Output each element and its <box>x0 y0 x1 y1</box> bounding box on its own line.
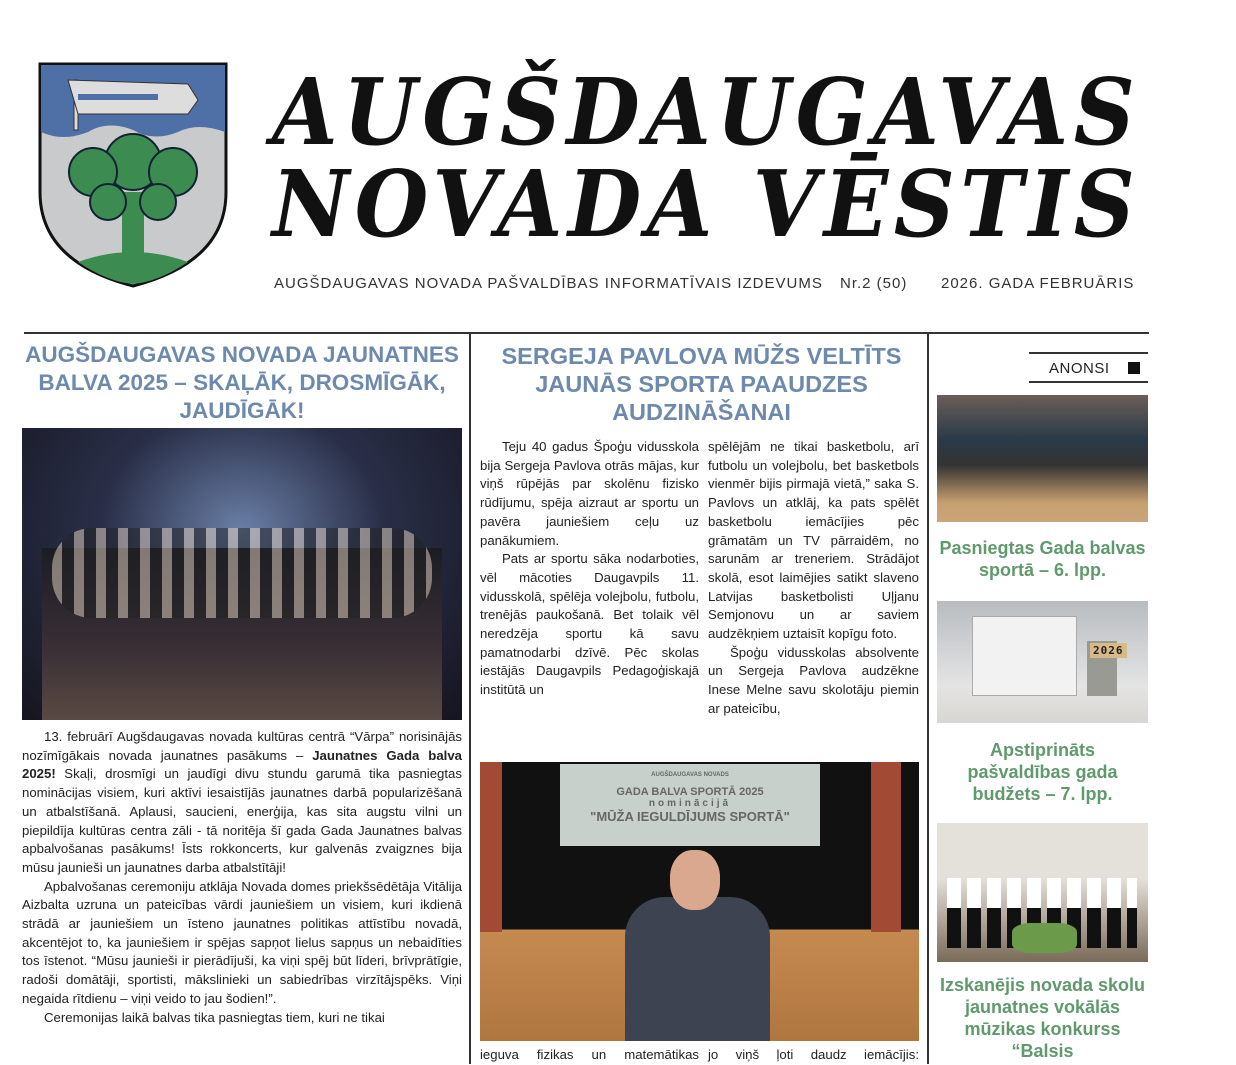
middle-article-col2: spēlējām ne tikai basketbolu, arī futbolu un volejbolu, bet basketbols vienmēr bijis pirmajā vietā,” saka S. Pavlovs un atklāj, ka pats spēlēt basketbolu iemācījies pēc grāmatām un TV pārraidēm, no sarunām ar treneriem. Strādājot skolā, esot laimējies satikt slaveno Latvijas basketbolisti Uļjanu Semjonovu un ar saviem audzēkņiem uztaisīt kopīgu foto. Špoģu vidusskolas absolvente un Sergeja Pavlova audzēkne Inese Melne savu skolotāju piemin ar pateicību, <box>708 439 919 716</box>
masthead-title-line2: NOVADA VĒSTIS <box>272 150 1141 258</box>
square-bullet-icon <box>1128 362 1140 374</box>
sidebar-caption-3[interactable]: Izskanējis novada skolu jaunatnes vokālās mūzikas konkurss “Balsis <box>939 975 1146 1061</box>
vocal-contest-photo[interactable] <box>937 823 1148 962</box>
sidebar-caption-2[interactable]: Apstiprināts pašvaldības gada budžets – 7. lpp. <box>967 740 1118 804</box>
issue-number: Nr.2 (50) <box>840 275 908 292</box>
column-divider <box>469 334 471 1064</box>
left-article-body: 13. februārī Augšdaugavas novada kultūras centrā “Vārpa” norisinājās nozīmīgākais novada jaunatnes pasākums – Jaunatnes Gada balva 2025! Skaļi, drosmīgi un jaudīgi divu stundu garumā tika pasniegtas nominācijas visiem, kuri aktīvi iesaistījās jaunatnes darbā popularizēšanā un atbalstīšanā. Aplausi, saucieni, enerģija, kas sita augstu vilni un piepildīja kultūras centra zāli - tā noritēja šī gada Gada Jaunatnes balvas apbalvošanas pasākums! Īsts rokkoncerts, kur galvenās zvaigznes bija mūsu jaunieši un jaunatnes darba atbalstītāji! Apbalvošanas ceremoniju atklāja Novada domes priekšsēdētāja Vitālija Aizbalta uzruna un pateicības vārdi jauniešiem un visiem, kuri ikdienā strādā ar jauniešiem un īsteno jaunatnes politikas attīstību novadā, akcentējot to, ka jauniešiem ir spējas sapņot lielus sapņus un nebaidīties tos īstenot. “Mūsu jaunieši ir pierādījuši, ka viņi spēj būt līderi, brīvprātīgie, radoši domātāji, sportisti, mākslinieki un sabiedrības virzītājspēks. Viņi negaida rītdienu – viņi veido to jau šodien!”. Ceremonijas laikā balvas tika pasniegtas tiem, kuri ne tikai <box>22 729 462 1025</box>
middle-article-col2-continued: jo viņš ļoti daudz iemācījis: <box>708 1047 919 1062</box>
header-rule <box>24 332 1149 334</box>
budget-photo[interactable]: 2026 <box>937 601 1148 723</box>
anonsi-section-header: ANONSI <box>1029 352 1148 383</box>
middle-article-col1: Teju 40 gadus Špoģu vidusskola bija Sergeja Pavlova otrās mājas, kur viņš rūpējās par skolēnu fizisko rūdījumu, spēja aizraut ar sportu un pavēra jauniešiem ceļu uz panākumiem. Pats ar sportu sāka nodarboties, vēl mācoties Daugavpils 11. vidusskolā, spēlēja volejbolu, futbolu, trenējās paukošanā. Bet tolaik vēl neredzēja sportu kā savu pamatnodarbi dzīvē. Pēc skolas iestājās Daugavpils Pedagoģiskajā institūtā un <box>480 439 699 698</box>
issue-date: 2026. GADA FEBRUĀRIS <box>941 275 1135 292</box>
masthead-subtitle: AUGŠDAUGAVAS NOVADA PAŠVALDĪBAS INFORMATĪVAIS IZDEVUMS <box>274 275 823 292</box>
sports-award-photo[interactable] <box>937 395 1148 522</box>
middle-article-col1-continued: ieguva fizikas un matemātikas <box>480 1047 699 1062</box>
coat-of-arms-logo <box>38 62 228 288</box>
sidebar-caption-1[interactable]: Pasniegtas Gada balvas sportā – 6. lpp. <box>939 538 1146 580</box>
left-article-headline: AUGŠDAUGAVAS NOVADA JAUNATNES BALVA 2025 – SKAĻĀK, DROSMĪGĀK, JAUDĪGĀK! <box>25 342 459 423</box>
youth-award-group-photo <box>22 428 462 720</box>
sergejs-pavlovs-award-photo: AUGŠDAUGAVAS NOVADS GADA BALVA SPORTĀ 2025 nominācijā "MŪŽA IEGULDĪJUMS SPORTĀ" <box>480 762 919 1041</box>
middle-article-headline: SERGEJA PAVLOVA MŪŽS VELTĪTS JAUNĀS SPORTA PAAUDZES AUDZINĀŠANAI <box>501 343 902 425</box>
column-divider <box>927 334 929 1064</box>
masthead-title-line1: AUGŠDAUGAVAS <box>272 58 1141 166</box>
